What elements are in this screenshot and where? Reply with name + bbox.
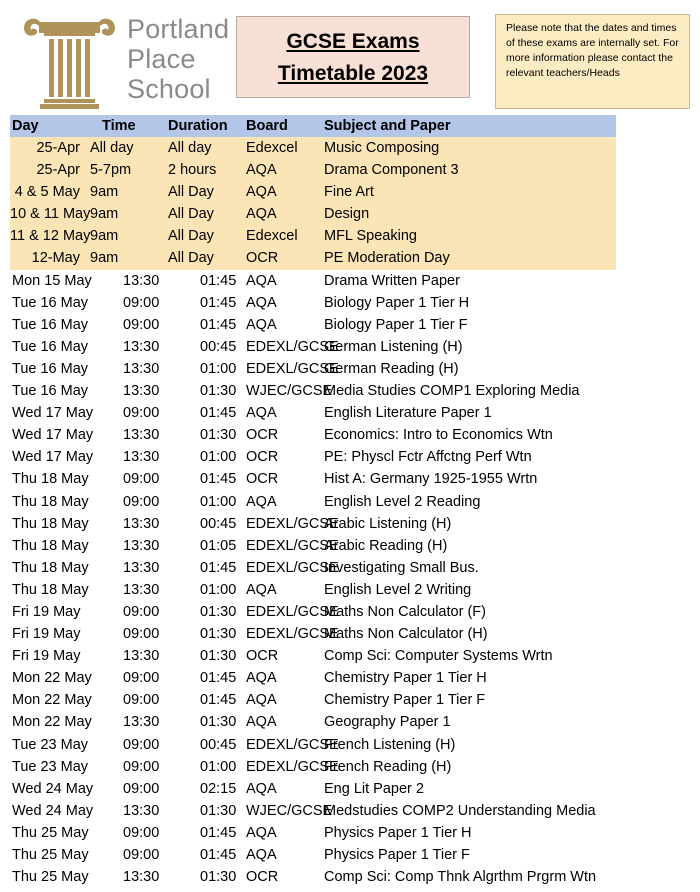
cell-board: AQA [246, 847, 277, 863]
cell-day: Thu 25 May [12, 824, 89, 841]
cell-subject: Biology Paper 1 Tier F [324, 316, 468, 333]
table-row [10, 181, 616, 203]
cell-time: 13:30 [123, 360, 160, 377]
cell-subject: PE: Physcl Fctr Affctng Perf Wtn [324, 449, 532, 466]
cell-duration: 01:45 [200, 294, 237, 311]
cell-day: Thu 18 May [12, 559, 89, 576]
cell-day: 25-Apr [36, 162, 80, 179]
cell-board: OCR [246, 427, 279, 444]
cell-time: 13:30 [123, 515, 160, 532]
table-row [10, 336, 616, 358]
cell-duration: 01:45 [200, 692, 237, 709]
table-row [10, 424, 616, 446]
cell-duration: All Day [168, 250, 214, 267]
cell-board: AQA [246, 316, 277, 333]
cell-duration: 00:45 [200, 736, 237, 753]
cell-duration: 01:30 [200, 802, 237, 819]
school-name-line: Portland [127, 14, 230, 44]
cell-subject: Eng Lit Paper 2 [324, 780, 424, 797]
cell-subject: Physics Paper 1 Tier H [324, 824, 472, 841]
cell-day: 11 & 12 May [10, 228, 91, 245]
cell-duration: 00:45 [200, 338, 237, 355]
cell-board: AQA [246, 824, 277, 841]
cell-subject: German Listening (H) [324, 338, 463, 355]
cell-board: AQA [246, 780, 277, 797]
cell-day: Wed 24 May [12, 802, 94, 819]
school-name-line: School [127, 74, 211, 104]
table-row [10, 513, 616, 535]
cell-subject: Investigating Small Bus. [324, 559, 479, 576]
cell-board: OCR [246, 869, 279, 886]
cell-duration: 01:30 [200, 383, 237, 400]
cell-board: OCR [246, 449, 279, 466]
cell-duration: 00:45 [200, 515, 237, 532]
column-header-duration: Duration [168, 118, 228, 134]
cell-duration: 01:45 [200, 559, 237, 576]
cell-time: 13:30 [123, 338, 160, 355]
table-row [10, 247, 616, 269]
cell-subject: Physics Paper 1 Tier F [324, 847, 470, 863]
page-subtitle: Timetable 2023 [277, 62, 429, 85]
cell-time: 13:30 [123, 581, 160, 598]
table-row [10, 358, 616, 380]
cell-board: EDEXL/GCSE [246, 626, 339, 643]
cell-subject: Comp Sci: Computer Systems Wrtn [324, 648, 553, 665]
cell-board: AQA [246, 184, 277, 201]
internal-exams [10, 137, 616, 270]
cell-time: 09:00 [123, 736, 160, 753]
cell-board: AQA [246, 670, 277, 687]
table-header [10, 115, 616, 137]
cell-board: AQA [246, 272, 277, 289]
cell-day: Mon 22 May [12, 670, 92, 687]
cell-time: 13:30 [123, 869, 160, 886]
cell-day: Tue 16 May [12, 316, 89, 333]
cell-day: Fri 19 May [12, 603, 81, 620]
cell-board: EDEXL/GCSE [246, 758, 339, 775]
cell-day: Wed 17 May [12, 449, 94, 466]
cell-day: Tue 23 May [12, 736, 89, 753]
cell-day: Wed 24 May [12, 780, 94, 797]
cell-subject: Fine Art [324, 184, 374, 201]
table-row [10, 446, 616, 468]
cell-board: EDEXL/GCSE [246, 736, 339, 753]
cell-time: 13:30 [123, 272, 160, 289]
cell-time: 13:30 [123, 802, 160, 819]
cell-subject: Economics: Intro to Economics Wtn [324, 427, 553, 444]
cell-duration: All Day [168, 184, 214, 201]
cell-day: 10 & 11 May [10, 206, 91, 223]
cell-board: AQA [246, 493, 277, 510]
table-row [10, 667, 616, 689]
table-row [10, 689, 616, 711]
cell-board: AQA [246, 714, 277, 731]
cell-duration: 01:30 [200, 714, 237, 731]
cell-time: 9am [90, 250, 119, 267]
cell-day: Tue 16 May [12, 360, 89, 377]
cell-day: Thu 18 May [12, 537, 89, 554]
cell-duration: 01:30 [200, 648, 237, 665]
cell-board: AQA [246, 692, 277, 709]
cell-board: EDEXL/GCSE [246, 360, 339, 377]
cell-time: 13:30 [123, 427, 160, 444]
cell-day: Mon 22 May [12, 692, 92, 709]
cell-board: AQA [246, 581, 277, 598]
cell-time: 09:00 [123, 294, 160, 311]
cell-time: 09:00 [123, 780, 160, 797]
table-row [10, 778, 616, 800]
cell-day: Fri 19 May [12, 648, 81, 665]
cell-duration: 01:00 [200, 581, 237, 598]
table-row [10, 557, 616, 579]
cell-time: 09:00 [123, 603, 160, 620]
column-header-board: Board [246, 118, 288, 134]
school-name-line: Place [127, 44, 196, 74]
page-title: GCSE Exams [286, 30, 420, 53]
table-row [10, 645, 616, 667]
timetable [10, 115, 616, 888]
table-row [10, 734, 616, 756]
table-row [10, 535, 616, 557]
cell-subject: Medstudies COMP2 Understanding Media [324, 802, 596, 819]
cell-time: 09:00 [123, 493, 160, 510]
cell-subject: Maths Non Calculator (H) [324, 626, 488, 643]
cell-time: 9am [90, 228, 119, 245]
cell-day: Wed 17 May [12, 427, 94, 444]
cell-subject: Media Studies COMP1 Exploring Media [324, 383, 580, 400]
cell-board: OCR [246, 250, 279, 267]
cell-subject: Design [324, 206, 370, 223]
cell-day: Thu 18 May [12, 471, 89, 488]
cell-day: Tue 16 May [12, 294, 89, 311]
table-row [10, 380, 616, 402]
cell-board: EDEXL/GCSE [246, 603, 339, 620]
cell-duration: 01:45 [200, 316, 237, 333]
cell-duration: 01:00 [200, 758, 237, 775]
table-row [10, 159, 616, 181]
cell-subject: Arabic Reading (H) [324, 537, 448, 554]
cell-time: 09:00 [123, 471, 160, 488]
cell-time: 09:00 [123, 670, 160, 687]
table-row [10, 225, 616, 247]
cell-board: AQA [246, 294, 277, 311]
cell-time: 9am [90, 184, 119, 201]
table-row [10, 402, 616, 424]
cell-day: Thu 25 May [12, 869, 89, 886]
cell-time: 9am [90, 206, 119, 223]
cell-duration: 01:30 [200, 869, 237, 886]
cell-duration: All Day [168, 228, 214, 245]
table-row [10, 844, 616, 866]
table-row [10, 579, 616, 601]
column-header-day: Day [12, 118, 39, 134]
cell-day: 4 & 5 May [14, 184, 80, 201]
cell-subject: PE Moderation Day [324, 250, 450, 267]
cell-subject: Comp Sci: Comp Thnk Algrthm Prgrm Wtn [324, 869, 597, 886]
table-row [10, 711, 616, 733]
cell-subject: Hist A: Germany 1925-1955 Wrtn [324, 471, 538, 488]
column-header-subject: Subject and Paper [324, 118, 451, 134]
table-row [10, 270, 616, 292]
cell-time: All day [90, 140, 134, 156]
school-name [127, 14, 229, 104]
info-note: Please note that the dates and times of these exams are internally set. For more information please contact the relevant teachers/Heads [495, 14, 690, 109]
cell-time: 09:00 [123, 847, 160, 863]
column-pillar-icon [22, 14, 117, 110]
cell-duration: 01:00 [200, 449, 237, 466]
cell-duration: 01:45 [200, 405, 237, 422]
cell-duration: 2 hours [168, 162, 217, 179]
table-row [10, 623, 616, 645]
cell-day: Tue 16 May [12, 338, 89, 355]
cell-subject: Drama Component 3 [324, 162, 459, 179]
table-row [10, 292, 616, 314]
table-row [10, 601, 616, 623]
cell-subject: Arabic Listening (H) [324, 515, 452, 532]
cell-duration: 01:30 [200, 427, 237, 444]
table-row [10, 491, 616, 513]
cell-subject: Biology Paper 1 Tier H [324, 294, 470, 311]
cell-day: 12-May [31, 250, 80, 267]
cell-time: 13:30 [123, 559, 160, 576]
cell-subject: Maths Non Calculator (F) [324, 603, 486, 620]
cell-time: 13:30 [123, 383, 160, 400]
cell-subject: English Literature Paper 1 [324, 405, 492, 422]
cell-day: Thu 18 May [12, 493, 89, 510]
cell-duration: 01:45 [200, 847, 237, 863]
cell-subject: Music Composing [324, 140, 440, 156]
cell-board: Edexcel [246, 140, 298, 156]
cell-subject: French Listening (H) [324, 736, 456, 753]
cell-board: EDEXL/GCSE [246, 338, 339, 355]
cell-time: 09:00 [123, 626, 160, 643]
cell-subject: Chemistry Paper 1 Tier F [324, 692, 486, 709]
table-row [10, 756, 616, 778]
cell-day: Mon 22 May [12, 714, 92, 731]
cell-subject: MFL Speaking [324, 228, 417, 245]
cell-subject: English Level 2 Writing [324, 581, 472, 598]
cell-board: AQA [246, 206, 277, 223]
cell-board: WJEC/GCSE [246, 802, 333, 819]
cell-time: 13:30 [123, 648, 160, 665]
cell-time: 09:00 [123, 316, 160, 333]
public-exams [10, 270, 616, 889]
cell-duration: 01:45 [200, 272, 237, 289]
cell-board: EDEXL/GCSE [246, 537, 339, 554]
cell-subject: Geography Paper 1 [324, 714, 451, 731]
cell-time: 13:30 [123, 537, 160, 554]
cell-subject: English Level 2 Reading [324, 493, 481, 510]
cell-board: OCR [246, 648, 279, 665]
table-row [10, 468, 616, 490]
cell-time: 09:00 [123, 692, 160, 709]
cell-board: AQA [246, 405, 277, 422]
cell-duration: 01:30 [200, 603, 237, 620]
cell-time: 13:30 [123, 714, 160, 731]
cell-day: Thu 25 May [12, 847, 89, 863]
cell-subject: Chemistry Paper 1 Tier H [324, 670, 487, 687]
cell-board: WJEC/GCSE [246, 383, 333, 400]
cell-duration: All day [168, 140, 212, 156]
cell-time: 09:00 [123, 824, 160, 841]
cell-board: EDEXL/GCSE [246, 559, 339, 576]
cell-time: 5-7pm [90, 162, 132, 179]
cell-board: Edexcel [246, 228, 298, 245]
table-row [10, 822, 616, 844]
cell-day: Wed 17 May [12, 405, 94, 422]
title-box [236, 16, 470, 98]
cell-day: Tue 16 May [12, 383, 89, 400]
cell-time: 09:00 [123, 405, 160, 422]
cell-board: AQA [246, 162, 277, 179]
cell-time: 13:30 [123, 449, 160, 466]
cell-day: Tue 23 May [12, 758, 89, 775]
table-row [10, 800, 616, 822]
column-header-time: Time [102, 118, 136, 134]
cell-day: Thu 18 May [12, 581, 89, 598]
cell-duration: 01:00 [200, 493, 237, 510]
cell-time: 09:00 [123, 758, 160, 775]
cell-day: Mon 15 May [12, 272, 92, 289]
table-row [10, 137, 616, 159]
cell-duration: 01:45 [200, 471, 237, 488]
cell-duration: 01:30 [200, 626, 237, 643]
cell-duration: 02:15 [200, 780, 237, 797]
cell-board: EDEXL/GCSE [246, 515, 339, 532]
cell-duration: 01:00 [200, 360, 237, 377]
cell-duration: All Day [168, 206, 214, 223]
cell-subject: Drama Written Paper [324, 272, 460, 289]
cell-duration: 01:45 [200, 670, 237, 687]
table-row [10, 203, 616, 225]
table-row [10, 314, 616, 336]
cell-day: Thu 18 May [12, 515, 89, 532]
cell-duration: 01:45 [200, 824, 237, 841]
table-row [10, 866, 616, 888]
cell-subject: French Reading (H) [324, 758, 452, 775]
cell-day: 25-Apr [36, 140, 80, 156]
cell-subject: German Reading (H) [324, 360, 459, 377]
cell-duration: 01:05 [200, 537, 237, 554]
cell-day: Fri 19 May [12, 626, 81, 643]
cell-board: OCR [246, 471, 279, 488]
